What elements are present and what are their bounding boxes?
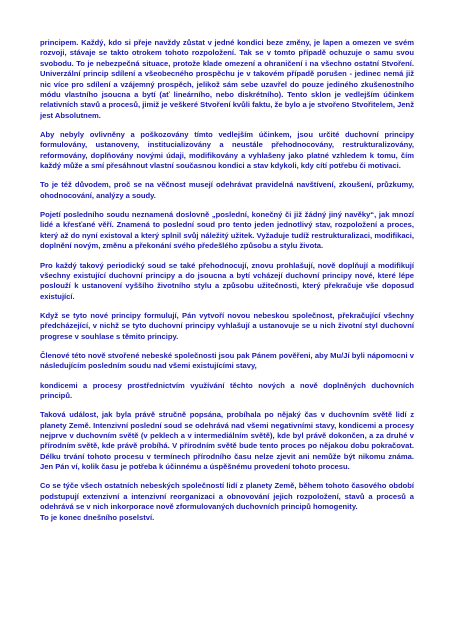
paragraph-4: Pojetí posledního soudu neznamená doslovně „poslední, konečný či již žádný jiný navěky“, jak mnozí lidé a křesťané věří. Znamená to poslední soud pro tento jeden jednotlivý stav, rozpoložení a proces, který až do nyní existoval a který splnil svůj náležitý užitek. Vyžaduje tudíž restrukturalizaci, modifikaci, doplnění novým, změnu a překonání svého předešlého způsobu a stylu života. bbox=[40, 210, 414, 251]
closing-line: To je konec dnešního poselství. bbox=[40, 512, 155, 522]
paragraph-6: Když se tyto nové principy formulují, Pán vytvoří novou nebeskou společnost, překračující všechny předcházející, v nichž se tyto duchovní principy vyhlašují a ustanovuje se u nich životní styl duchovní progrese v souhlase s těmito principy. bbox=[40, 310, 414, 341]
paragraph-7: Členové této nově stvořené nebeské společnosti jsou pak Pánem pověřeni, aby Mu/Jí byli nápomocni v následujícím posledním soudu nad všemi existujícími stavy, bbox=[40, 350, 414, 371]
paragraph-8: kondicemi a procesy prostřednictvím využívání těchto nových a nově doplněných duchovních principů. bbox=[40, 380, 414, 400]
paragraph-2: Aby nebyly ovlivněny a poškozovány tímto vedlejším účinkem, jsou určité duchovní principy formulovány, ustanoveny, institucializovány a neustále přehodnocovány, restrukturalizovány, reformovány, doplňovány novými údaji, modifikovány a vyhlašeny jako platné vzhledem k tomu, čím každý může a smí přesáhnout vlastní současnou kondici a stav kdykoli, kdy cítí potřebu či motivaci. bbox=[40, 130, 414, 171]
paragraph-9: Taková událost, jak byla právě stručně popsána, probíhala po nějaký čas v duchovním světě lidí z planety Země. Intenzivní poslední soud se odehrává nad všemi negativními stavy, kondicemi a procesy nejprve v duchovním světě (v peklech a v intermediálním světě), kde byl právě dokončen, a za druhé v přírodním světě, kde právě probíhá. V přírodním světě bude tento proces po nějakou dobu pokračovat. Délku trvání tohoto procesu v termínech přírodního času nelze zjevit ani nemůže být nikomu známa. Jen Pán ví, kolik času je potřeba k účinnému a úspěšnému provedení tohoto procesu. bbox=[40, 410, 414, 472]
paragraph-5: Pro každý takový periodický soud se také přehodnocují, znovu prohlašují, nově doplňují a modifikují všechny existující duchovní principy a do jsoucna a bytí vcházejí duchovní principy nové, které lépe poslouží k ustanovení vyššího životního stylu a způsobu užitečnosti, který překračuje vše doposud existující. bbox=[40, 260, 414, 301]
paragraph-1: principem. Každý, kdo si přeje navždy zůstat v jedné kondici beze změny, je lapen a omezen ve svém rozvoji, stávaje se takto otrokem tohoto rozpoložení. Tak se v tomto případě ochuzuje o samu svou svobodu. To je nebezpečná situace, protože klade omezení a ohraničení i na všechno ostatní Stvoření. Univerzální princip sdílení a všeobecného prospěchu je v takovém případě porušen - jedinec nemá již nic více pro sdílení a vzájemný prospěch, jelikož sám sebe uzavřel do pouze jediného zkušenostního módu vlastního jsoucna a bytí (ať lineárního, nebo diskrétního). Tento sklon je vedlejším účinkem relativních stavů a procesů, jimiž je veškeré Stvoření kvůli faktu, že bylo a je stvořeno Stvořitelem, Jenž jest Absolutnem. bbox=[40, 38, 414, 120]
paragraph-3: To je též důvodem, proč se na věčnost musejí odehrávat pravidelná navštívení, zkoušení, průzkumy, ohodnocování, analýzy a soudy. bbox=[40, 180, 414, 200]
paragraph-10: Co se týče všech ostatních nebeských společností lidí z planety Země, během tohoto časového období podstupují extenzivní a intenzivní reorganizaci a obnovování jejich rozpoložení, stavů a procesů a odehrává se v nich inkorporace nově zformulovaných duchovních principů homogenity. bbox=[40, 481, 414, 512]
document-page bbox=[40, 38, 414, 523]
